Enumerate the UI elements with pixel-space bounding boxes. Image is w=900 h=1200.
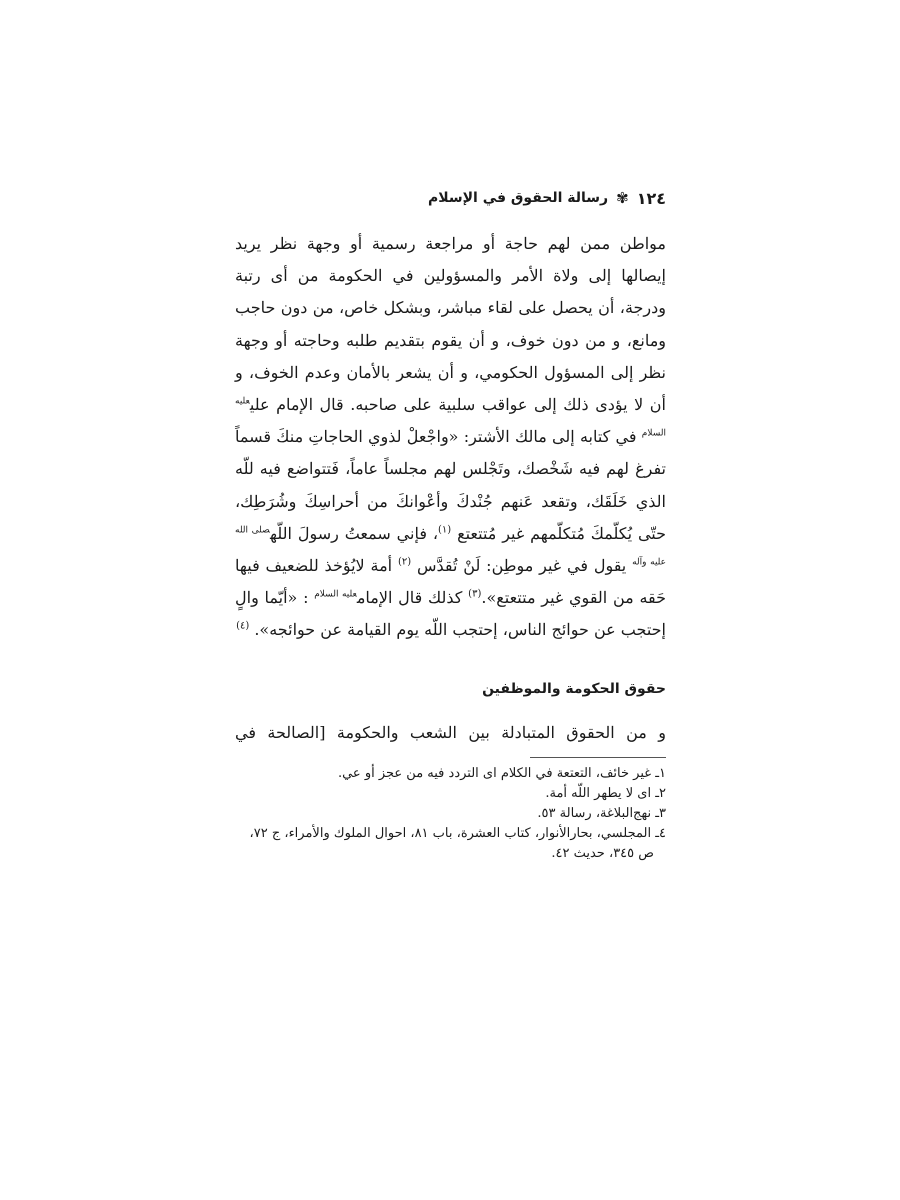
page-number: ١٢٤ (636, 188, 666, 208)
body-text-segment: ، فإني سمعتُ رسولَ اللّه (269, 523, 439, 543)
honorific-mark: صلى الله عليه وآله (235, 525, 667, 568)
section-heading: حقوق الحكومة والموظفين (482, 681, 666, 697)
footnote-ref-3: (٣) (468, 588, 482, 600)
footnote-ref-4: (٤) (236, 621, 250, 633)
flower-ornament-icon: ✾ (616, 189, 629, 207)
footnote-3: ٣ـ نهج‌البلاغة، رسالة ٥٣. (537, 806, 666, 821)
main-paragraph (235, 228, 666, 647)
footnote-4-continuation: ص ٣٤٥، حديث ٤٢. (551, 846, 654, 861)
book-title: رسالة الحقوق في الإسلام (427, 190, 609, 206)
body-text-segment: كذلك قال الإمام (356, 588, 463, 608)
running-header (235, 186, 666, 210)
section-paragraph: و من الحقوق المتبادلة بين الشعب والحكومة [الصالحة في (235, 723, 666, 742)
footnote-2: ٢ـ اى لا يطهر اللّه أمة. (545, 786, 666, 801)
body-text-segment: يقول في غير موطِن: لَنْ تُقدَّس (416, 556, 627, 576)
footnotes (235, 764, 666, 864)
honorific-mark: عليه السلام (314, 589, 357, 600)
footnote-4: ٤ـ المجلسي، بحارالأنوار، كتاب العشرة، باب ٨١، احوال الملوك والأمراء، ج ٧٢، (249, 826, 666, 841)
body-text-segment: مواطن ممن لهم حاجة أو مراجعة رسمية أو وجهة نظر يريد إيصالها إلى ولاة الأمر والمسؤولين في الحكومة من أى رتبة ودرجة، أن يحصل على لقاء مباشر، وبشكل خاص، من دون حاجب ومانع، و من دون خوف، و أن يقوم بتقديم طلبه وحاجته أو وجهة نظر إلى المسؤول الحكومي، و أن يشعر بالأمان وعدم الخوف، و أن لا يؤدى ذلك إلى عواقب سلبية على صاحبه. قال الإمام علي (235, 234, 667, 415)
footnote-ref-2: (٢) (397, 556, 412, 568)
honorific-mark: عليه السلام (235, 396, 666, 439)
footnote-ref-1: (١) (438, 524, 452, 536)
footnote-divider (530, 757, 666, 758)
body-text-segment: : «أيّما والٍ إحتجب عن حوائج الناس، إحتجب اللّه يوم القيامة عن حوائجه». (235, 588, 666, 640)
body-text-segment: في كتابه إلى مالك الأشتر: «واجْعلْ لذوي الحاجاتِ منكَ قسماً تفرغ لهم فيه شَخْصك، وتَجْلس لهم مجلساً عاماً، فَتتواضع فيه للّه الذي خَلَقَك، وتقعد عَنهم جُنْدكَ وأعْوانكَ من أحراسِكَ وشُرَطِك، حتّى يُكلّمكَ مُتكلّمهم غير مُتتعتع (235, 427, 667, 543)
footnote-1: ١ـ غير خائف، التعتعة في الكلام اى التردد فيه من عجز أو عي. (337, 766, 666, 781)
body-text-segment: أمة لايُؤخذ للضعيف فيها حَقه من القوي غير متتعتع». (235, 556, 667, 608)
